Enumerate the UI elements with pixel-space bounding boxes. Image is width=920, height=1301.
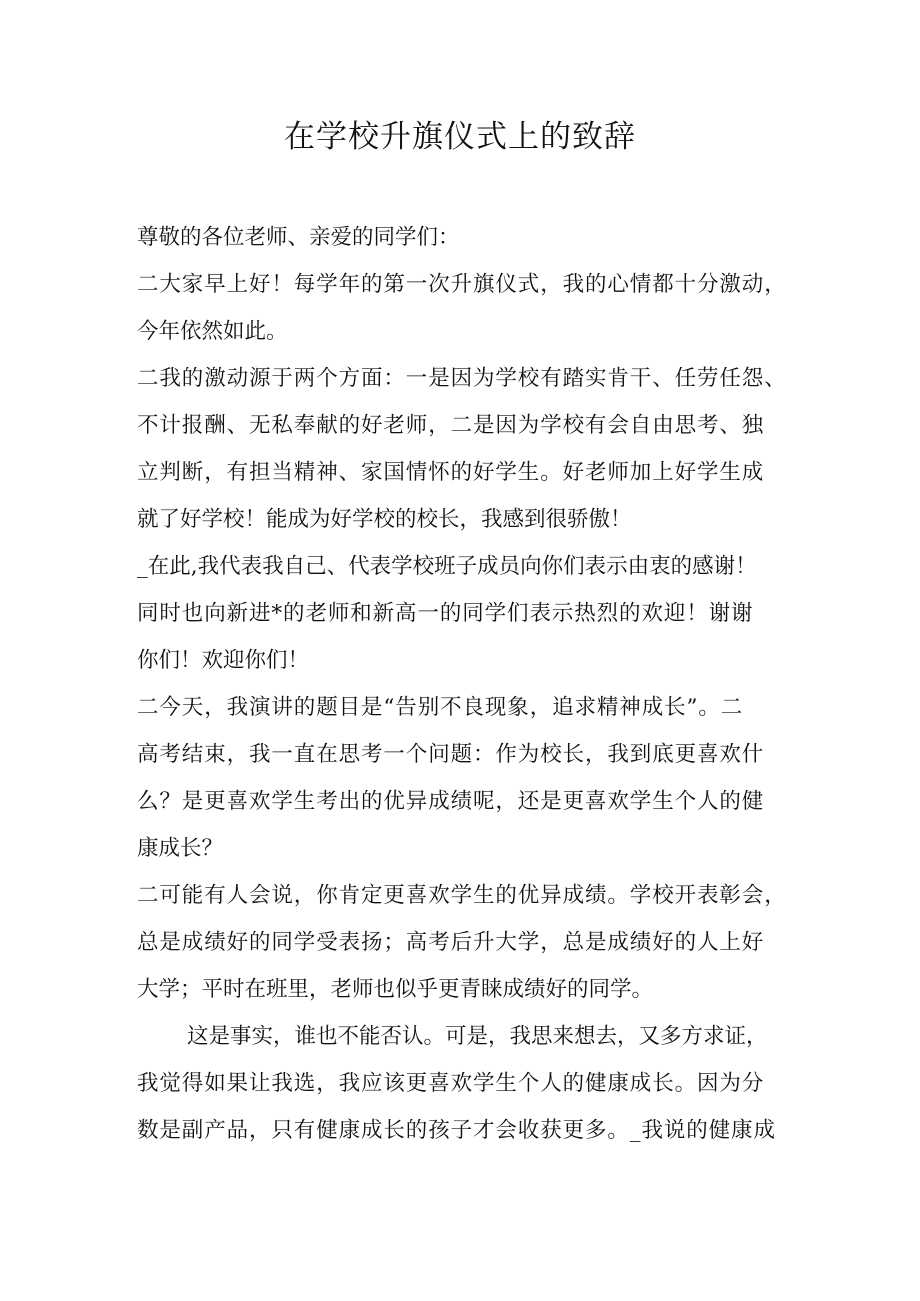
body-line: 大学；平时在班里，老师也似乎更青睐成绩好的同学。	[137, 977, 654, 1002]
body-line: 同时也向新进*的老师和新高一的同学们表示热烈的欢迎！谢谢	[137, 601, 754, 626]
body-line: 我觉得如果让我选，我应该更喜欢学生个人的健康成长。因为分	[137, 1071, 765, 1096]
body-line: 立判断，有担当精神、家国情怀的好学生。好老师加上好学生成	[137, 460, 765, 485]
body-line: 不计报酬、无私奉献的好老师，二是因为学校有会自由思考、独	[137, 413, 765, 438]
body-line: 么？是更喜欢学生考出的优异成绩呢，还是更喜欢学生个人的健	[137, 789, 765, 814]
body-line: 二我的激动源于两个方面：一是因为学校有踏实肯干、任劳任怨、	[137, 366, 787, 391]
body-line: 今年依然如此。	[137, 319, 288, 344]
body-line: 数是副产品，只有健康成长的孩子才会收获更多。_我说的健康成	[137, 1118, 776, 1143]
body-line: 总是成绩好的同学受表扬；高考后升大学，总是成绩好的人上好	[137, 930, 765, 955]
body-line: 二大家早上好！每学年的第一次升旗仪式，我的心情都十分激动，	[137, 272, 787, 297]
body-line: 这是事实，谁也不能否认。可是，我思来想去，又多方求证，	[187, 1024, 768, 1049]
body-line: 康成长？	[137, 836, 224, 861]
salutation-line: 尊敬的各位老师、亲爱的同学们：	[137, 225, 460, 250]
body-line: 二今天，我演讲的题目是“告别不良现象，追求精神成长”。二	[137, 695, 744, 720]
body-line: _在此,我代表我自己、代表学校班子成员向你们表示由衷的感谢！	[137, 554, 757, 579]
document-body	[137, 214, 797, 1154]
document-title: 在学校升旗仪式上的致辞	[284, 119, 636, 155]
body-line: 你们！欢迎你们！	[137, 648, 310, 673]
body-line: 二可能有人会说，你肯定更喜欢学生的优异成绩。学校开表彰会，	[137, 883, 787, 908]
body-line: 就了好学校！能成为好学校的校长，我感到很骄傲！	[137, 507, 632, 532]
body-line: 高考结束，我一直在思考一个问题：作为校长，我到底更喜欢什	[137, 742, 765, 767]
